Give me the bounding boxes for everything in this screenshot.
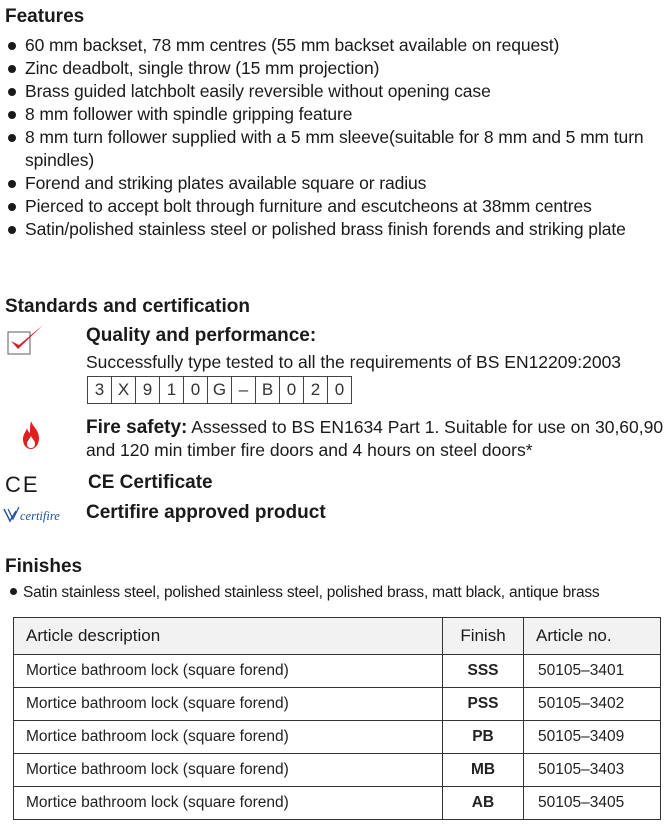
code-cell: 3 [87,376,112,404]
cell-finish: AB [443,787,524,820]
feature-item: Pierced to accept bolt through furniture and escutcheons at 38mm centres [5,195,665,218]
flame-icon [20,420,42,450]
header-finish: Finish [443,618,524,655]
feature-item: 8 mm follower with spindle gripping feature [5,103,665,126]
cell-article-no: 50105–3403 [524,754,661,787]
cell-article-no: 50105–3409 [524,721,661,754]
cell-article-no: 50105–3402 [524,688,661,721]
code-cell: 9 [135,376,160,404]
cell-article-no: 50105–3405 [524,787,661,820]
cell-finish: PB [443,721,524,754]
table-row [14,655,661,688]
table-header-row [14,618,661,655]
quality-title: Quality and performance: [86,325,317,346]
code-cell: 0 [327,376,352,404]
fire-safety-description: Assessed to BS EN1634 Part 1. Suitable for use on 30,60,90 and 120 min timber fire doors and 4 hours on steel doors* [86,417,664,460]
classification-code [87,376,352,404]
table-row [14,688,661,721]
table-row [14,787,661,820]
cell-article-no: 50105–3401 [524,655,661,688]
ce-mark-icon: CE [5,472,40,497]
cell-finish: PSS [443,688,524,721]
fire-safety-label: Fire safety: [86,417,188,438]
cell-finish: MB [443,754,524,787]
cell-description: Mortice bathroom lock (square forend) [14,688,443,721]
fire-safety-text [86,416,666,462]
certifire-logo-icon [2,503,78,525]
cell-description: Mortice bathroom lock (square forend) [14,754,443,787]
table-row [14,721,661,754]
quality-text: Successfully type tested to all the requirements of BS EN12209:2003 [86,352,622,372]
checkmark-icon [6,322,46,356]
certifire-label: Certifire approved product [86,502,326,523]
cell-description: Mortice bathroom lock (square forend) [14,787,443,820]
cell-finish: SSS [443,655,524,688]
feature-item: 8 mm turn follower supplied with a 5 mm sleeve(suitable for 8 mm and 5 mm turn spindles) [5,126,665,172]
standards-heading: Standards and certification [5,296,250,317]
certifire-logo-text: certifire [20,509,60,523]
header-article-no: Article no. [524,618,661,655]
table-row [14,754,661,787]
finishes-list: Satin stainless steel, polished stainless steel, polished brass, matt black, antique brass [10,584,599,602]
header-description: Article description [14,618,443,655]
code-cell: 0 [279,376,304,404]
code-cell: X [111,376,136,404]
feature-item: 60 mm backset, 78 mm centres (55 mm backset available on request) [5,34,665,57]
ce-certificate-label: CE Certificate [88,472,213,493]
article-table [13,617,661,820]
cell-description: Mortice bathroom lock (square forend) [14,721,443,754]
code-cell: G [207,376,232,404]
features-list [5,34,665,241]
code-cell: 0 [183,376,208,404]
features-heading: Features [5,6,85,27]
feature-item: Zinc deadbolt, single throw (15 mm projection) [5,57,665,80]
code-cell: 1 [159,376,184,404]
feature-item: Forend and striking plates available square or radius [5,172,665,195]
cell-description: Mortice bathroom lock (square forend) [14,655,443,688]
feature-item: Brass guided latchbolt easily reversible without opening case [5,80,665,103]
finishes-heading: Finishes [5,556,83,577]
code-cell: B [255,376,280,404]
code-cell: 2 [303,376,328,404]
feature-item: Satin/polished stainless steel or polished brass finish forends and striking plate [5,218,665,241]
code-cell: – [231,376,256,404]
